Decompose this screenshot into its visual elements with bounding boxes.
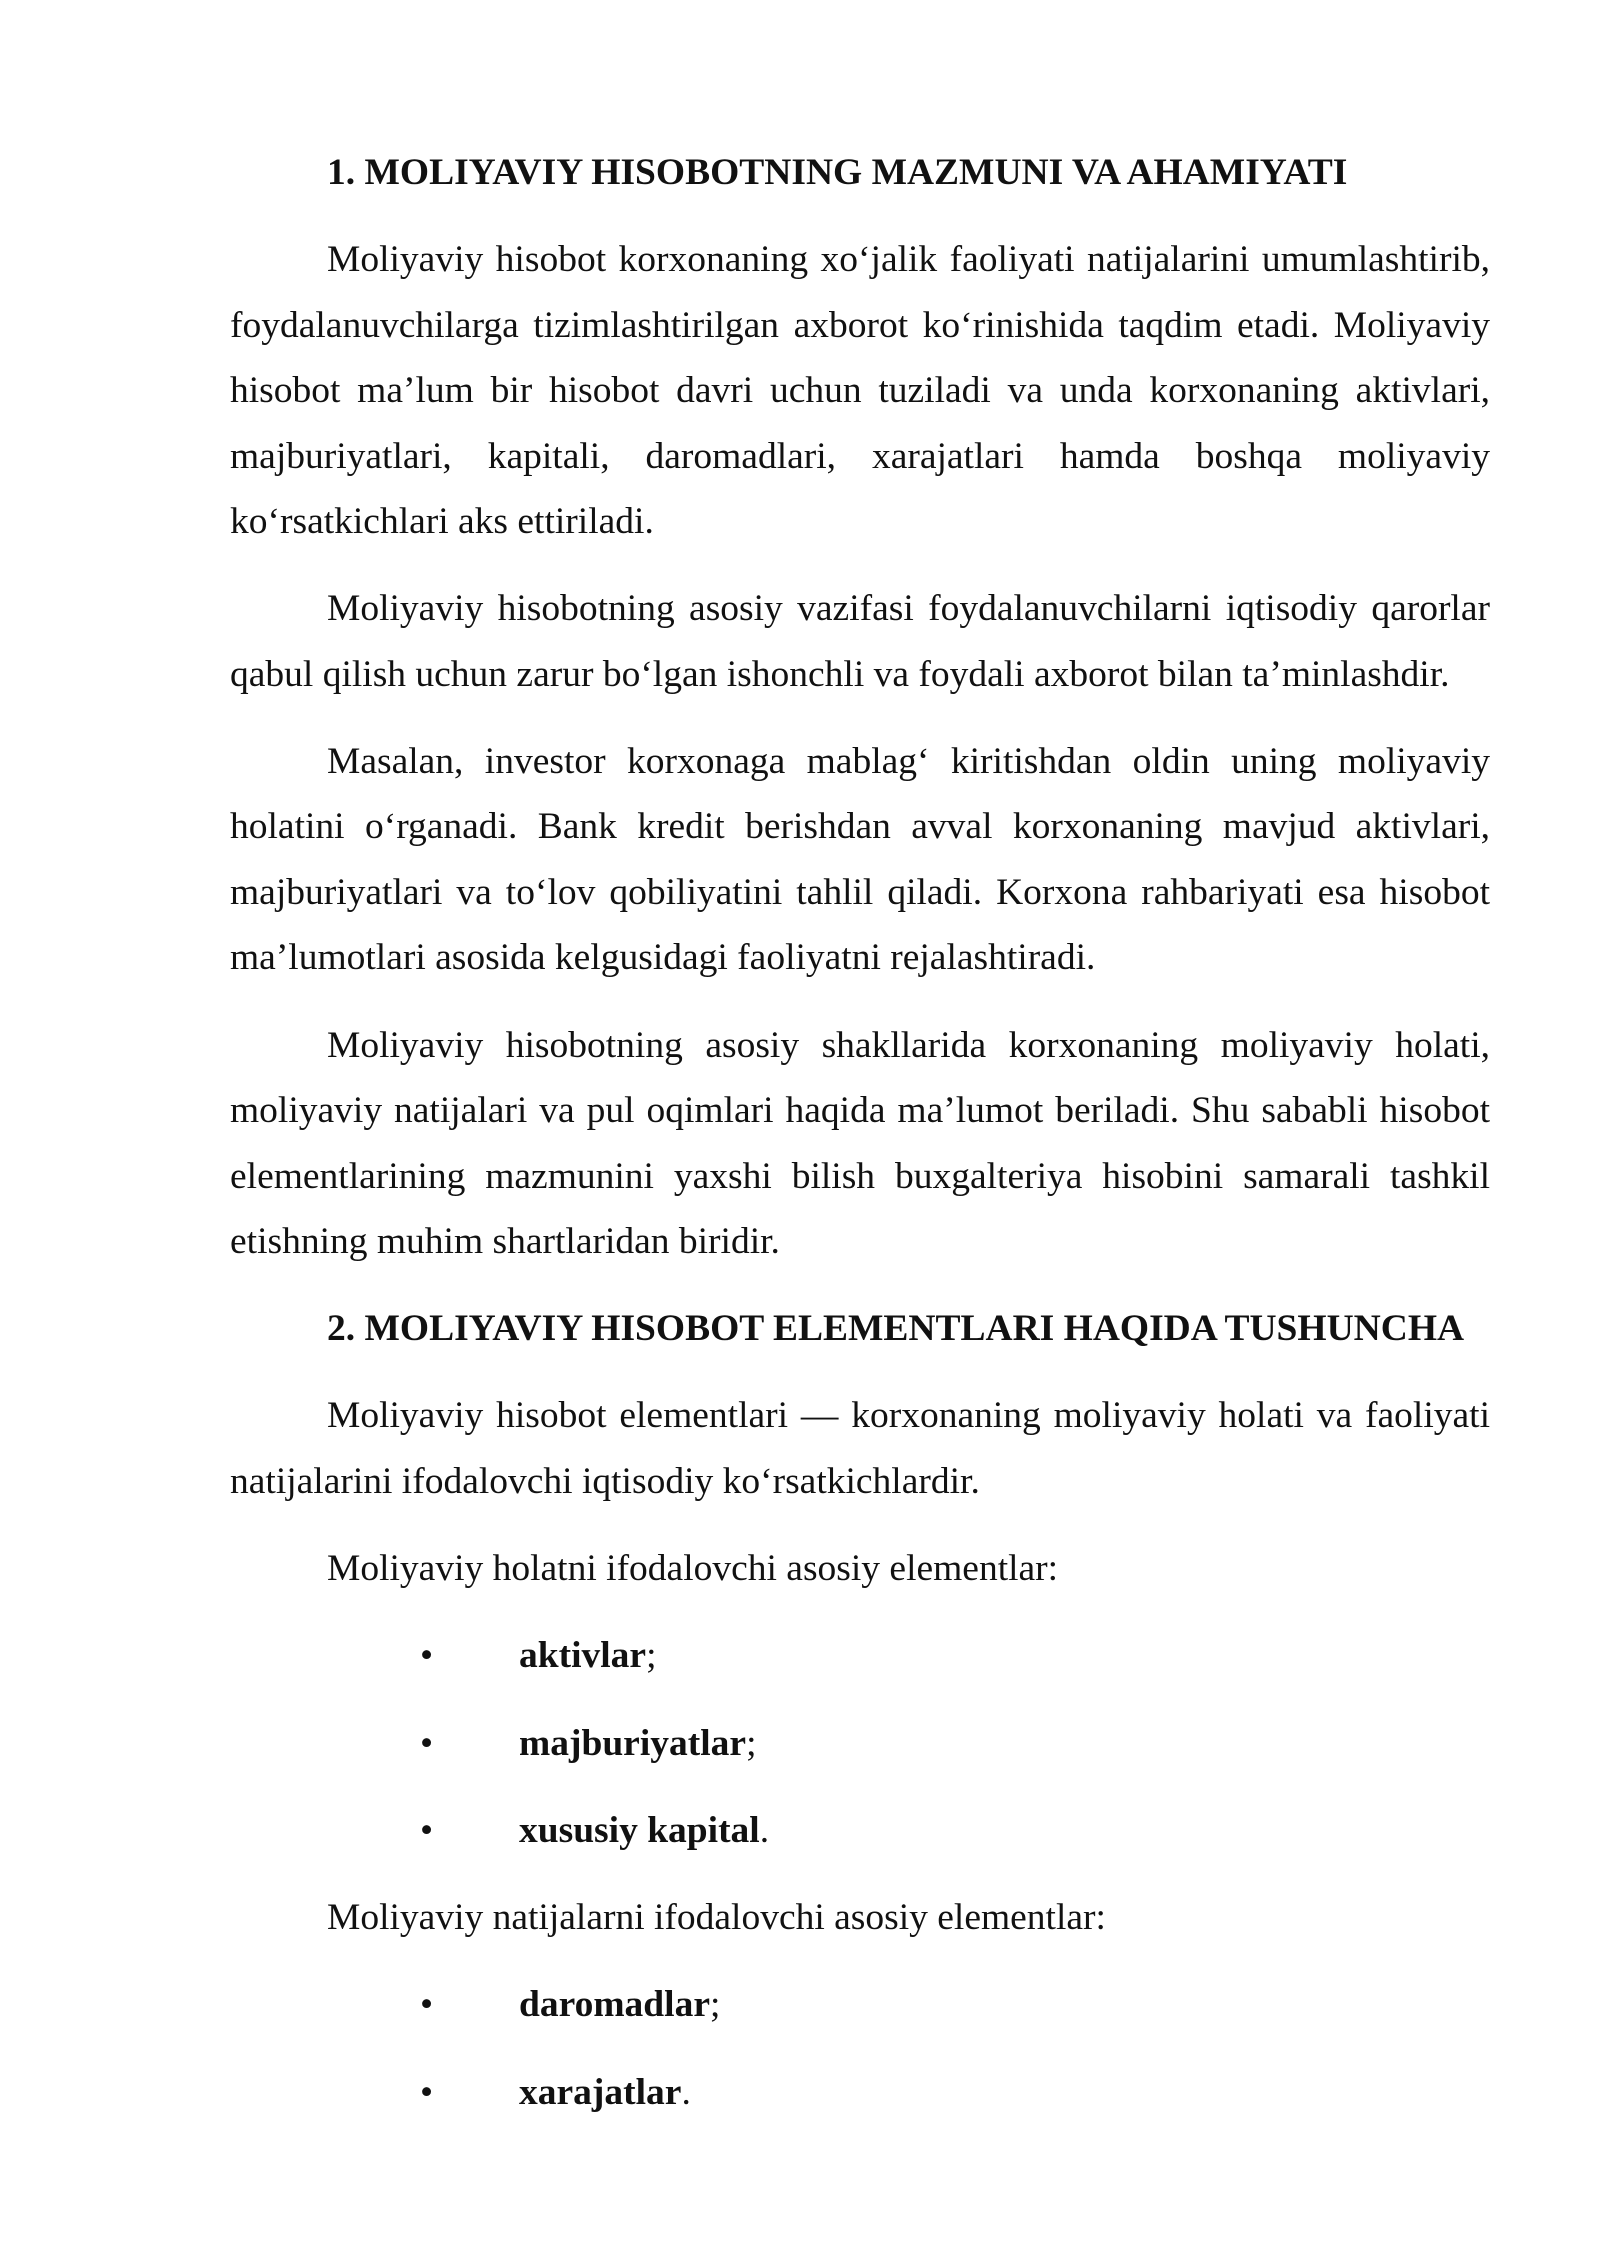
section-2-heading: 2. MOLIYAVIY HISOBOT ELEMENTLARI HAQIDA TUSHUNCHA	[327, 1308, 1465, 1350]
paragraph-3: Masalan, investor korxonaga mablag‘ kiritishdan oldin uning moliyaviy holatini o‘rganadi. Bank kredit berishdan avval korxonaning mavjud aktivlari, majburiyatlari va to‘lov qobiliyatini tahlil qiladi. Korxona rahbariyati esa hisobot ma’lumotlari asosida kelgusidagi faoliyatni rejalashtiradi.	[230, 741, 1490, 979]
list-item	[230, 1798, 1490, 1863]
bullet-icon	[420, 1972, 433, 2037]
list-item	[230, 1972, 1490, 2037]
list-item	[230, 2060, 1490, 2125]
section-1-heading: 1. MOLIYAVIY HISOBOTNING MAZMUNI VA AHAMIYATI	[327, 152, 1348, 193]
element-punctuation: ;	[746, 1722, 757, 1764]
financial-results-intro: Moliyaviy natijalarni ifodalovchi asosiy elementlar:	[327, 1897, 1106, 1939]
element-punctuation: ;	[709, 1984, 721, 2026]
element-term: daromadlar	[519, 1984, 710, 2026]
bullet-icon	[420, 1711, 433, 1776]
element-term: xarajatlar	[519, 2071, 682, 2113]
element-term: majburiyatlar	[519, 1722, 747, 1764]
bullet-icon	[420, 1623, 433, 1688]
paragraph-4: Moliyaviy hisobotning asosiy shakllarida korxonaning moliyaviy holati, moliyaviy natijalari va pul oqimlari haqida ma’lumot beriladi. Shu sababli hisobot elementlarining mazmunini yaxshi bilish buxgalteriya hisobini samarali tashkil etishning muhim shartlaridan biridir.	[230, 1024, 1490, 1262]
list-item	[230, 1711, 1490, 1776]
financial-position-intro: Moliyaviy holatni ifodalovchi asosiy elementlar:	[327, 1548, 1059, 1590]
element-punctuation: .	[759, 1809, 770, 1851]
element-term: aktivlar	[519, 1635, 647, 1677]
bullet-icon	[420, 2060, 433, 2125]
element-term: xususiy kapital	[519, 1809, 760, 1851]
paragraph-2: Moliyaviy hisobotning asosiy vazifasi foydalanuvchilarni iqtisodiy qarorlar qabul qilish uchun zarur bo‘lgan ishonchli va foydali axborot bilan ta’minlashdir.	[230, 588, 1490, 695]
bullet-icon	[420, 1798, 433, 1863]
element-punctuation: ;	[646, 1635, 657, 1677]
definition-paragraph: Moliyaviy hisobot elementlari — korxonaning moliyaviy holati va faoliyati natijalarini ifodalovchi iqtisodiy ko‘rsatkichlardir.	[230, 1395, 1490, 1502]
list-item	[230, 1623, 1490, 1688]
element-punctuation: .	[681, 2071, 691, 2113]
paragraph-1: Moliyaviy hisobot korxonaning xo‘jalik faoliyati natijalarini umumlashtirib, foydalanuvchilarga tizimlashtirilgan axborot ko‘rinishida taqdim etadi. Moliyaviy hisobot ma’lum bir hisobot davri uchun tuziladi va unda korxonaning aktivlari, majburiyatlari, kapitali, daromadlari, xarajatlari hamda boshqa moliyaviy ko‘rsatkichlari aks ettiriladi.	[230, 239, 1490, 543]
